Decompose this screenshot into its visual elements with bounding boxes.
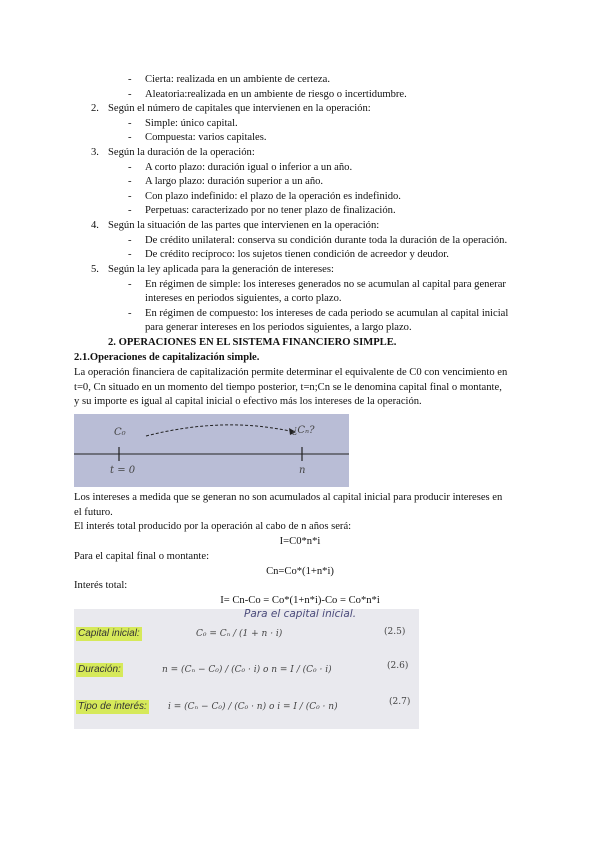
list-item: Aleatoria:realizada en un ambiente de riesgo o incertidumbre.: [145, 89, 407, 100]
list-item: Cierta: realizada en un ambiente de certeza.: [145, 74, 330, 85]
list-number: 3.: [91, 147, 99, 158]
equation-ref: (2.6): [387, 661, 409, 671]
list-item-cont: intereses en periodos siguientes, a corto plazo.: [145, 293, 342, 304]
bullet: -: [128, 176, 132, 187]
tipo-interes-label: Tipo de interés:: [78, 701, 147, 712]
list-item-cont: para generar intereses en los periodos siguientes, a largo plazo.: [145, 322, 412, 333]
equation-ref: (2.7): [389, 697, 411, 707]
bullet: -: [128, 118, 132, 129]
bullet: -: [128, 132, 132, 143]
list-number: 2.: [91, 103, 99, 114]
list-item: Compuesta: varios capitales.: [145, 132, 267, 143]
paragraph-line: El interés total producido por la operación al cabo de n años será:: [74, 521, 352, 532]
handwritten-note: Para el capital inicial.: [244, 608, 357, 620]
timeline-figure: [74, 414, 349, 487]
duracion-label: Duración:: [78, 664, 121, 675]
paragraph-line: Interés total:: [74, 580, 128, 591]
capital-inicial-equation: C₀ = Cₙ / (1 + n · i): [196, 629, 283, 639]
bullet: -: [128, 74, 132, 85]
paragraph-line: t=0, Cn situado en un momento del tiempo posterior, t=n;Cn se le denomina capital final o montante,: [74, 382, 502, 393]
bullet: -: [128, 205, 132, 216]
list-item: En régimen de compuesto: los intereses de cada periodo se acumulan al capital inicial: [145, 308, 509, 319]
arrow-curve: [146, 425, 294, 436]
bullet: -: [128, 162, 132, 173]
list-item: En régimen de simple: los intereses generados no se acumulan al capital para generar: [145, 279, 506, 290]
subsection-heading: 2.1.Operaciones de capitalización simple.: [74, 352, 260, 363]
bullet: -: [128, 308, 132, 319]
list-item: A largo plazo: duración superior a un año.: [145, 176, 324, 187]
formula-interest: I=C0*n*i: [279, 536, 321, 547]
bullet: -: [128, 191, 132, 202]
section-heading: 2. OPERACIONES EN EL SISTEMA FINANCIERO SIMPLE.: [108, 337, 397, 348]
list-heading: Según la situación de las partes que intervienen en la operación:: [108, 220, 380, 231]
list-item: De crédito unilateral: conserva su condición durante toda la duración de la operación.: [145, 235, 508, 246]
paragraph-line: Los intereses a medida que se generan no son acumulados al capital inicial para producir intereses en: [74, 492, 503, 503]
paragraph-line: La operación financiera de capitalización permite determinar el equivalente de C0 con vencimiento en: [74, 367, 508, 378]
formula-final-capital: Cn=Co*(1+n*i): [266, 566, 334, 577]
paragraph-line: Para el capital final o montante:: [74, 551, 210, 562]
c0-label: C₀: [114, 427, 126, 438]
list-heading: Según la duración de la operación:: [108, 147, 255, 158]
bullet: -: [128, 249, 132, 260]
cn-label: ¿Cₙ?: [292, 425, 315, 436]
list-item: Simple: único capital.: [145, 118, 238, 129]
n-label: n: [299, 465, 306, 476]
list-number: 5.: [91, 264, 99, 275]
tipo-interes-equation: i = (Cₙ − C₀) / (C₀ · n) o i = I / (C₀ · n): [168, 702, 338, 712]
paragraph-line: y su importe es igual al capital inicial o efectivo más los intereses de la operación.: [74, 396, 422, 407]
t0-label: t = 0: [110, 465, 136, 476]
formulas-figure: [74, 609, 419, 729]
list-item: Perpetuas: caracterizado por no tener plazo de finalización.: [145, 205, 396, 216]
equation-ref: (2.5): [384, 627, 406, 637]
bullet: -: [128, 279, 132, 290]
paragraph-line: el futuro.: [74, 507, 113, 518]
duracion-equation: n = (Cₙ − C₀) / (C₀ · i) o n = I / (C₀ · i): [162, 665, 332, 675]
list-heading: Según el número de capitales que intervienen en la operación:: [108, 103, 371, 114]
list-item: A corto plazo: duración igual o inferior a un año.: [145, 162, 353, 173]
bullet: -: [128, 89, 132, 100]
formula-total-interest: I= Cn-Co = Co*(1+n*i)-Co = Co*n*i: [220, 595, 380, 606]
bullet: -: [128, 235, 132, 246]
list-heading: Según la ley aplicada para la generación de intereses:: [108, 264, 334, 275]
list-item: Con plazo indefinido: el plazo de la operación es indefinido.: [145, 191, 401, 202]
list-item: De crédito recíproco: los sujetos tienen condición de acreedor y deudor.: [145, 249, 449, 260]
list-number: 4.: [91, 220, 99, 231]
capital-inicial-label: Capital inicial:: [78, 628, 140, 639]
